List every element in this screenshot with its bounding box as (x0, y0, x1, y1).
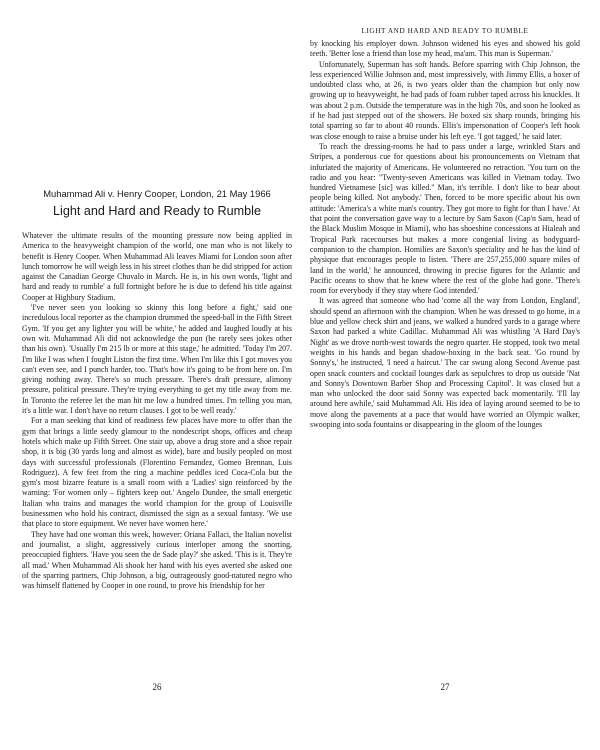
running-head: LIGHT AND HARD AND READY TO RUMBLE (361, 27, 529, 35)
paragraph: Unfortunately, Superman has soft hands. Before sparring with Chip Johnson, the less experienced Willie Johnson and, most impressively, with Jimmy Ellis, a boxer of undoubted class who, at 26, is two years older than the champion but only now growing up to heavyweight, he had pads of foam rubber taped across his knuckles. It was about 2 p.m. Outside the temperature was in the high 70s, and soon he looked as if he had just stepped out of the showers. He boxed six sharp rounds, bringing his total sparring so far to about 40 rounds. Ellis's impersonation of Cooper's left hook was close enough to raise a bruise under his left eye. 'I got tagged,' he said later. (310, 59, 580, 141)
paragraph: by knocking his employer down. Johnson widened his eyes and showed his gold teeth. 'Better lose a friend than lose my head, ma'am. This man is Superman.' (310, 39, 580, 59)
chapter-subtitle: Muhammad Ali v. Henry Cooper, London, 21 May 1966 (43, 188, 271, 199)
paragraph: For a man seeking that kind of readiness few places have more to offer than the gym that brings a little seedy glamour to the nondescript shops, offices and cheap hotels which make up Fifth Street. One stair up, above a drug store and a shoe repair shop, it is big (30 yards long and almost as wide), bare and busily peopled on most days with successful professionals (Florentino Fernandez, Gomeo Brennan, Luis Rodriguez). A few feet from the ring a machine peddles iced Coca-Cola but the gym's most bizarre feature is a small room with a 'Ladies' sign reinforced by the warning: 'For women only – fighters keep out.' Angelo Dundee, the small energetic Italian who trains and manages the world champion for the group of Louisville businessmen who hold his contract, dismissed the sign as a sexual fantasy. 'We use that place to store equipment. We never have women here.' (22, 416, 292, 529)
paragraph: It was agreed that someone who had 'come all the way from London, England', should spend an afternoon with the champion. When he was dressed to go home, in a blue and yellow check shirt and jeans, we walked a hundred yards to a garage where Saxon had parked a white Cadillac. Muhammad Ali was whistling 'A Hard Day's Night' as we drove north-west towards the negro quarter. He stopped, took two metal weights in his hands and began shadow-boxing in the back seat. 'Go round by Sonny's,' he instructed, 'I need a haircut.' The car swung along Second Avenue past open snack counters and cocktail lounges dark as sepulchres to drop us outside 'Nat and Sonny's Downtown Barber Shop and Processing Capitol'. It was closed but a man who unlocked the door said Sonny was expected back momentarily. 'I'll lay around here awhile,' said Muhammad Ali. His idea of laying around seemed to be to move along the pavements at a pace that would have worried an Olympic walker, swooping into soda fountains or disappearing in the gloom of the lounges (310, 296, 580, 429)
paragraph: Whatever the ultimate results of the mounting pressure now being applied in America to the heavyweight champion of the world, one man who is not likely to benefit is Henry Cooper. When Muhammad Ali leaves Miami for London soon after lunch tomorrow he will weigh less in his street clothes than he did stripped for action against the Canadian George Chuvalo in March. He is, in his own words, 'light and hard and ready to rumble' a full fortnight before he is due to defend his title against Cooper at Highbury Stadium. (22, 231, 292, 302)
page-number: 26 (152, 682, 162, 692)
chapter-heading (22, 188, 292, 218)
page-number: 27 (440, 682, 450, 692)
right-page-body (310, 39, 580, 430)
right-page (310, 0, 580, 750)
paragraph: They have had one woman this week, however: Oriana Fallaci, the Italian novelist and journalist, a slight, aggressively curious interloper among the snorting, preoccupied fighters. 'Have you seen the de Sade play?' she asked. 'This is it. They're all mad.' When Muhammad Ali shook her hand with his eyes averted she asked one of the sparring partners, Chip Johnson, a big, outrageously good-natured negro who was himself flattened by Cooper in one round, to prove his friendship for her (22, 529, 292, 591)
paragraph: 'I've never seen you looking so skinny this long before a fight,' said one incredulous local reporter as the champion drummed the speed-ball in the Fifth Street Gym. 'If you get any lighter you will be white,' he added and laughed loudly at his own wit. Muhammad Ali did not acknowledge the pun (he rarely sees jokes other than his own). 'Usually I'm 215 lb or more at this stage,' he admitted. 'Today I'm 207. I'm like I was when I fought Liston the first time. When I'm like this I got moves you can't even see, and I punch harder, too. That's how it's going to be from here on. I'm giving nothing away. There's so much pressure. There's draft pressure, alimony pressure, political pressure. They're trying everything to get my title away from me. In Toronto the referee let the man hit me low a hundred times. I'm telling you man, it's a little war. I don't have no return clauses. I got to be well ready.' (22, 303, 292, 416)
left-page-body (22, 231, 292, 591)
paragraph: To reach the dressing-rooms he had to pass under a large, wrinkled Stars and Stripes, a ponderous cue for questions about his pronouncements on Vietnam that infuriated the majority of Americans. He volunteered no retraction. 'You turn on the radio and you hear: "Twenty-seven Americans was killed in Vietnam today. Two hundred Vietnamese [sic] was killed." Man, it's terrible. I don't like to hear about people being killed. Not anybody.' Then, forced to be more specific about his own attitude: 'America's a white man's country. They got more to fight for than I have.' At that point the conversation gave way to a lecture by Sam Saxon (Cap'n Sam, head of the Black Muslim Mosque in Miami), who has shoeshine concessions at Hialeah and Tropical Park racecourses but makes a more congenial living as bodyguard-companion to the champion. Homilies are Saxon's speciality and he has the kind of physique that encourages people to listen. 'There are 257,255,000 square miles of land in the world,' he announced, throwing in precise figures for the Atlantic and Pacific oceans to show that he knew where the rest of the globe had gone. 'There's room for everybody if they stay where God intended.' (310, 141, 580, 296)
left-page (22, 0, 292, 750)
chapter-title: Light and Hard and Ready to Rumble (53, 204, 261, 218)
